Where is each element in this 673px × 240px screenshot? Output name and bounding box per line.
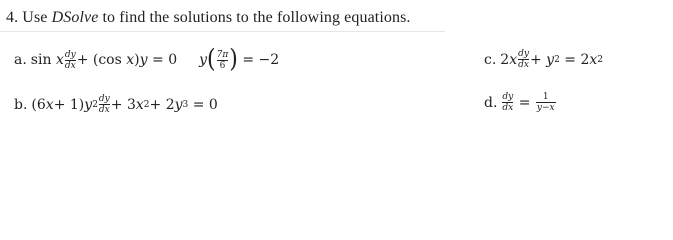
equation-c-dx: dx <box>518 60 529 70</box>
equation-a-label: a. <box>14 52 27 68</box>
equation-a-x: x <box>55 52 64 68</box>
ivp-numerator: 7π <box>216 49 229 60</box>
equation-b-rest-y: y <box>174 96 183 113</box>
equation-b-rest-x: x <box>135 96 144 113</box>
ivp-denominator: 6 <box>219 60 226 71</box>
equation-c-x2: x <box>589 51 598 68</box>
equation-a-sin: sin <box>30 52 52 68</box>
equation-c-derivative <box>518 49 529 70</box>
equation-d-derivative <box>502 92 513 113</box>
equation-b-eq: = 0 <box>192 96 218 113</box>
equation-a-eq: = 0 <box>152 52 178 68</box>
equation-c-dy: dy <box>518 49 529 59</box>
equation-b: b. (6 x + 1) y 2 $\frac{dy}{dx}$ + 3 x 2 + 2 y 3 = 0 <box>14 94 218 115</box>
equation-a-mid: + (cos <box>76 52 122 68</box>
heading-underline <box>0 31 445 32</box>
heading-prefix: 4. Use <box>6 9 52 26</box>
equation-b-dx: dx <box>98 105 110 115</box>
heading-suffix: to find the solutions to the following equations. <box>98 9 411 26</box>
equation-c-coef: 2 <box>500 51 510 68</box>
equation-b-x: x <box>45 96 54 113</box>
equation-b-rest2: + 2 <box>149 96 175 113</box>
equation-c: c. 2 x $\frac{dy}{dx}$ + y 2 = 2 x 2 <box>484 49 604 70</box>
equation-c-label: c. <box>484 51 497 68</box>
equation-b-dy: dy <box>98 94 110 104</box>
equation-d-numerator: 1 <box>542 92 549 102</box>
heading-command: DSolve <box>51 9 99 26</box>
equation-b-label: b. <box>14 96 28 113</box>
equation-a-dx: dx <box>64 60 76 71</box>
equation-b-rest1: + 3 <box>110 96 136 113</box>
equation-a-initial-condition <box>199 45 280 74</box>
question-heading <box>6 9 411 27</box>
equation-c-x: x <box>509 51 518 68</box>
ivp-close-paren: ) <box>229 45 238 74</box>
equation-d-denominator: y−x <box>536 103 555 113</box>
equation-b-plus1: + 1) <box>53 96 85 113</box>
ivp-fraction <box>217 50 229 71</box>
ivp-open-paren: ( <box>207 45 216 74</box>
equation-b-y: y <box>84 96 93 113</box>
ivp-eq: = −2 <box>242 52 280 68</box>
equation-b-open: (6 <box>31 96 46 113</box>
equation-a <box>14 45 280 74</box>
equation-a-x2: x <box>126 52 135 68</box>
equation-d-eq: = <box>518 94 531 111</box>
equation-a-close: ) <box>134 52 140 68</box>
equation-c-plus: + <box>529 51 542 68</box>
equation-d-dx: dx <box>502 103 514 113</box>
equation-d-dy: dy <box>502 92 514 102</box>
ivp-y: y <box>199 52 208 68</box>
equation-c-eq: = 2 <box>564 51 590 68</box>
equation-a-y: y <box>139 52 148 68</box>
equation-d-label: d. <box>484 94 498 111</box>
equation-a-dy: dy <box>64 49 76 60</box>
equation-d <box>484 92 557 113</box>
equation-c-y: y <box>546 51 555 68</box>
equation-a-derivative <box>65 50 76 71</box>
equation-b-derivative <box>99 94 110 115</box>
equation-d-rhs <box>536 92 556 113</box>
